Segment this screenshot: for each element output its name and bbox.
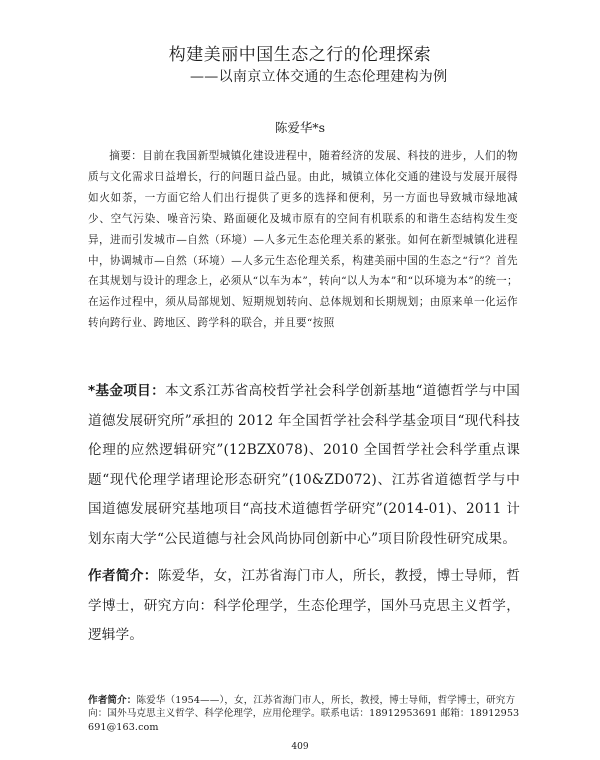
page-number: 409	[291, 742, 309, 752]
author-name: 陈爱华*s	[274, 120, 326, 135]
bio-label: 作者简介：	[88, 568, 158, 584]
fund-note	[88, 377, 520, 554]
bio-note	[88, 562, 520, 651]
author-contact-note	[88, 694, 522, 734]
article-subtitle: ——以南京立体交通的生态伦理建构为例	[190, 69, 448, 85]
fund-label: *基金项目：	[88, 383, 165, 399]
bio-text: 陈爱华，女，江苏省海门市人，所长，教授，博士导师，哲学博士，研究方向：科学伦理学，生态伦理学，国外马克思主义哲学，逻辑学。	[88, 568, 520, 643]
author-note-text: 陈爱华（1954——），女，江苏省海门市人，所长，教授，博士导师，哲学博士，研究方向：国外马克思主义哲学、科学伦理学，应用伦理学。联系电话：18912953691 邮箱：18912953691@163.com	[88, 695, 520, 733]
footnotes-block	[88, 377, 520, 651]
abstract-label: 摘要：	[109, 150, 143, 162]
abstract-text: 目前在我国新型城镇化建设进程中，随着经济的发展、科技的进步，人们的物质与文化需求日益增长，行的问题日益凸显。由此，城镇立体化交通的建设与发展开展得如火如荼，一方面它给人们出行提供了更多的选择和便利，另一方面也导致城市绿地减少、空气污染、噪音污染、路面硬化及城市原有的空间有机联系的和谐生态结构发生变异，进而引发城市—自然（环境）—人多元生态伦理关系的紧张。如何在新型城镇化进程中，协调城市—自然（环境）—人多元生态伦理关系，构建美丽中国的生态之“行”？首先在其规划与设计的理念上，必须从“以车为本”，转向“以人为本”和“以环境为本”的统一；在运作过程中，须从局部规划、短期规划转向、总体规划和长期规划；由原来单一化运作转向跨行业、跨地区、跨学科的联合，并且要“按照	[88, 150, 518, 330]
author-note-label: 作者简介：	[88, 695, 137, 706]
abstract-block	[88, 146, 518, 334]
fund-text: 本文系江苏省高校哲学社会科学创新基地“道德哲学与中国道德发展研究所”承担的 2012 年全国哲学社会科学基金项目“现代科技伦理的应然逻辑研究”(12BZX078)、2010 全国哲学社会科学重点课题“现代伦理学诸理论形态研究”(10&ZD072)、江苏省道德哲学与中国道德发展研究基地项目“高技术道德哲学研究”(2014-01)、2011 计划东南大学“公民道德与社会风尚协同创新中心”项目阶段性研究成果。	[88, 383, 520, 547]
article-title: 构建美丽中国生态之行的伦理探索	[168, 45, 432, 65]
